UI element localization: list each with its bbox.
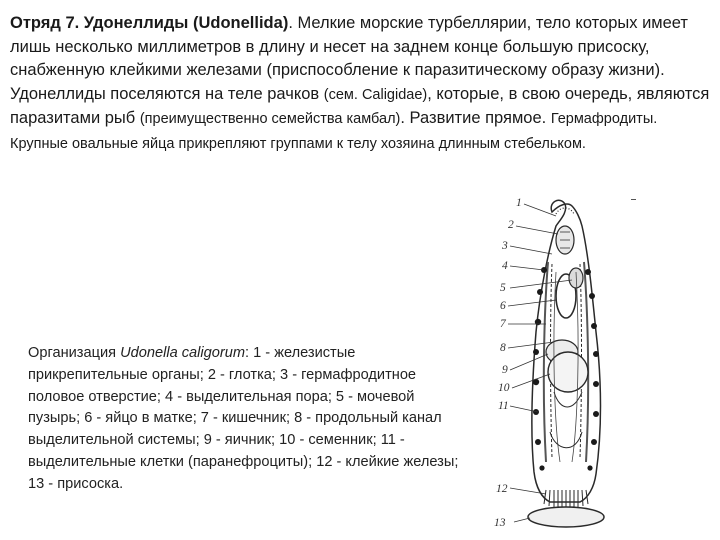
figure-labels [494,197,522,529]
label-3: 3 [502,240,508,252]
description-paragraph [10,12,710,156]
text-part-small: Гермафродиты. Крупные овальные яйца прикрепляют группами к телу хозяина длинным стебельком. [10,111,658,152]
label-2: 2 [508,219,514,231]
text-part-small: (преимущественно семейства камбал) [139,111,401,127]
caption-body: : 1 - железистые прикрепительные органы; 2 - глотка; 3 - гермафродитное половое отверстие; 4 - выделительная пора; 5 - мочевой пузырь; 6 - яйцо в матке; 7 - кишечник; 8 - продольный канал выделительной системы; 9 - яичник; 10 - семенник; 11 - выделительные клетки (паранефроциты); 12 - клейкие железы; 13 - присоска. [28,345,459,492]
label-8: 8 [500,342,506,354]
adhesive-glands [544,490,588,508]
text-part-small: (сем. Caligidae) [323,86,428,103]
label-4: 4 [502,260,508,272]
caption-species: Udonella caligorum [120,345,246,361]
figure-caption [28,343,470,496]
label-10: 10 [498,382,510,394]
label-5: 5 [500,282,506,294]
text-part: . Развитие прямое. [400,109,551,127]
caption-lead: Организация [28,345,121,361]
label-1: 1 [516,197,522,209]
sucker [528,507,604,527]
label-6: 6 [500,300,506,312]
label-9: 9 [502,364,508,376]
label-12: 12 [496,483,508,495]
text-part: , которые, в свою очередь, являются паразитами рыб [10,84,710,127]
label-11: 11 [498,400,509,412]
udonella-anatomy-figure [490,192,690,532]
order-heading: Отряд 7. Удонеллиды (Udonellida) [10,14,289,32]
text-part: . Мелкие морские турбеллярии, тело которых имеет лишь несколько миллиметров в длину и несет на заднем конце большую присоску, снабженную клейкими железами (приспособление к паразитическому образу жизни). Удонеллиды поселяются на теле рачков [10,14,688,103]
label-7: 7 [500,318,506,330]
label-13: 13 [494,517,506,529]
